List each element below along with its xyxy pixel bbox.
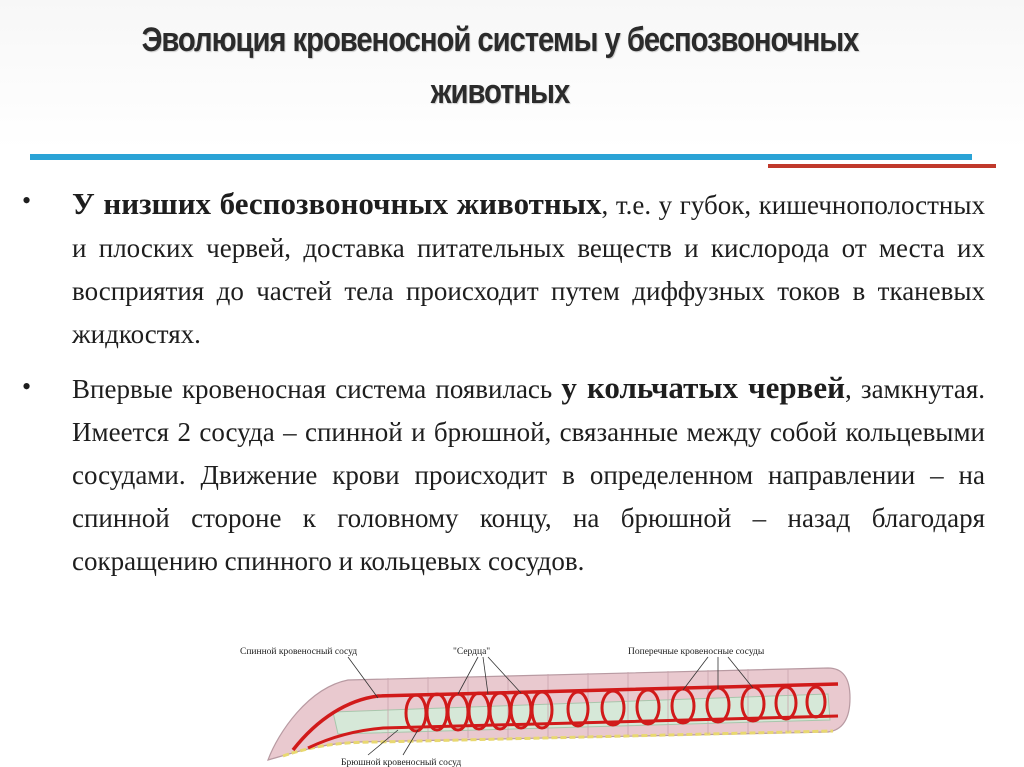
bullet-1-text: , т.е. у губок, кишечнополостных и плоских червей, доставка питательных веществ и кислорода от места их восприятия до частей тела происходит путем диффузных токов в тканевых жидкостях. xyxy=(72,190,985,349)
bullet-paragraph-1 xyxy=(72,182,985,356)
label-hearts: "Сердца" xyxy=(453,647,491,657)
bullet-marker-2: • xyxy=(22,372,32,401)
title-underline-red xyxy=(768,164,996,168)
bullet-2-bold-text: у кольчатых червей xyxy=(561,370,846,405)
slide-title-line-1: Эволюция кровеносной системы у беспозвоночных xyxy=(141,21,859,59)
title-underline-blue xyxy=(30,154,972,160)
label-ventral-vessel: Брюшной кровеносный сосуд xyxy=(341,758,462,767)
label-transverse-vessels: Поперечные кровеносные сосуды xyxy=(628,647,765,657)
slide-title-line-2: животных xyxy=(430,73,570,111)
bullet-paragraph-2 xyxy=(72,366,985,583)
bullet-1-bold-text: У низших беспозвоночных животных xyxy=(72,186,602,221)
bullet-marker-1: • xyxy=(22,186,32,215)
bullet-2-text-before: Впервые кровеносная система появилась xyxy=(72,374,562,404)
bullet-2-text: , замкнутая. Имеется 2 сосуда – спинной и брюшной, связанные между собой кольцевыми сосудами. Движение крови происходит в определенном направлении – на спинной стороне к головному концу, на брюшной – назад благодаря сокращению спинного и кольцевых сосудов. xyxy=(72,374,985,576)
earthworm-svg xyxy=(238,638,858,767)
slide-title xyxy=(96,14,904,118)
label-dorsal-vessel: Спинной кровеносный сосуд xyxy=(240,647,358,657)
earthworm-circulatory-diagram xyxy=(238,638,858,767)
